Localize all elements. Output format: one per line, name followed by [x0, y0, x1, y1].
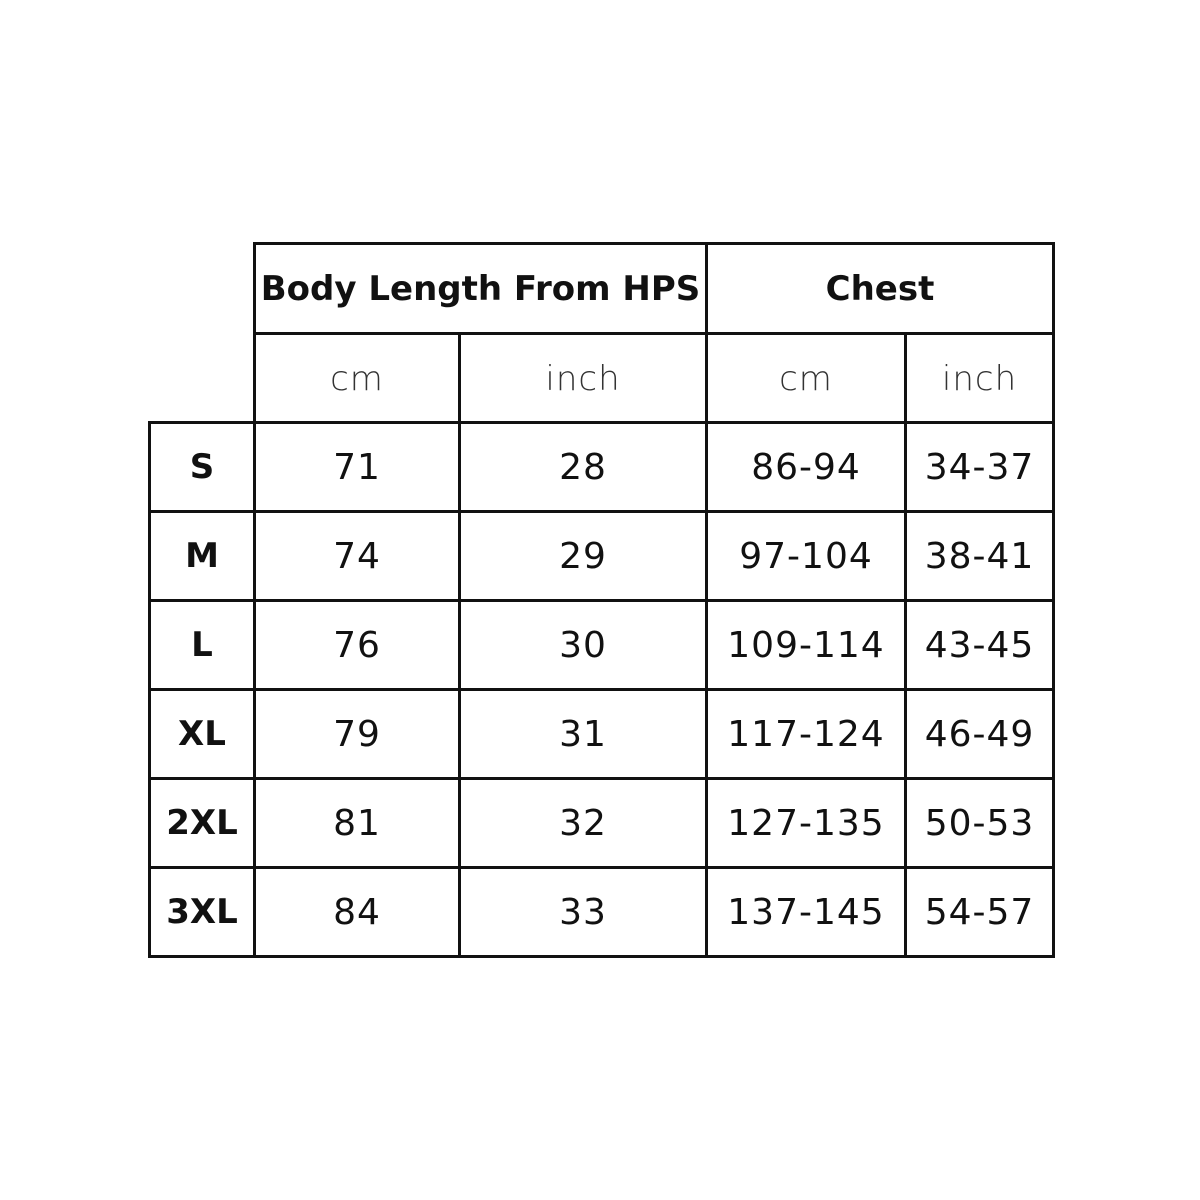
chest-cm-value: 97-104 — [705, 510, 907, 602]
chest-cm-value: 137-145 — [705, 866, 907, 958]
size-label: L — [148, 599, 256, 691]
body-inch-value: 30 — [458, 599, 708, 691]
size-label: M — [148, 510, 256, 602]
size-label: XL — [148, 688, 256, 780]
body-cm-value: 84 — [253, 866, 461, 958]
body-cm-value: 76 — [253, 599, 461, 691]
chest-inch-value: 38-41 — [904, 510, 1055, 602]
unit-chest-cm: cm — [705, 332, 907, 425]
header-body-length: Body Length From HPS — [253, 242, 708, 335]
header-chest: Chest — [705, 242, 1055, 335]
chest-cm-value: 117-124 — [705, 688, 907, 780]
body-cm-value: 71 — [253, 421, 461, 513]
body-cm-value: 74 — [253, 510, 461, 602]
body-inch-value: 31 — [458, 688, 708, 780]
chest-cm-value: 109-114 — [705, 599, 907, 691]
body-cm-value: 79 — [253, 688, 461, 780]
chest-cm-value: 127-135 — [705, 777, 907, 869]
body-cm-value: 81 — [253, 777, 461, 869]
size-label: 3XL — [148, 866, 256, 958]
body-inch-value: 29 — [458, 510, 708, 602]
chest-inch-value: 50-53 — [904, 777, 1055, 869]
chest-inch-value: 54-57 — [904, 866, 1055, 958]
unit-chest-inch: inch — [904, 332, 1055, 425]
chest-inch-value: 43-45 — [904, 599, 1055, 691]
size-label: 2XL — [148, 777, 256, 869]
size-label: S — [148, 421, 256, 513]
chest-inch-value: 34-37 — [904, 421, 1055, 513]
unit-body-inch: inch — [458, 332, 708, 425]
body-inch-value: 28 — [458, 421, 708, 513]
body-inch-value: 33 — [458, 866, 708, 958]
unit-body-cm: cm — [253, 332, 461, 425]
body-inch-value: 32 — [458, 777, 708, 869]
chest-inch-value: 46-49 — [904, 688, 1055, 780]
chest-cm-value: 86-94 — [705, 421, 907, 513]
